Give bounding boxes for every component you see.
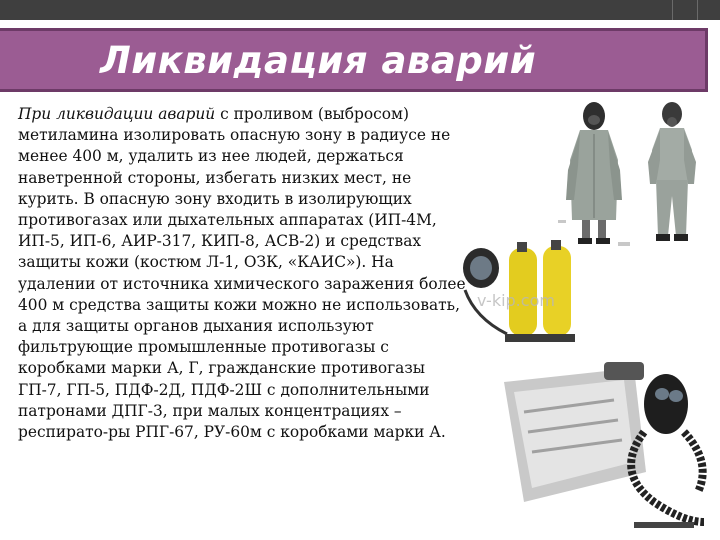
- watermark: v-kip.com: [477, 291, 555, 310]
- top-bar-segment: [672, 0, 698, 20]
- title-banner: [0, 28, 708, 92]
- respirator-apparatus-image: [484, 352, 718, 540]
- body-paragraph: [18, 104, 468, 443]
- slide-title: Ликвидация аварий: [100, 39, 537, 82]
- body-lead: При ликвидации аварий: [18, 105, 216, 123]
- top-bar: [0, 0, 720, 20]
- breathing-apparatus-image: [455, 238, 595, 356]
- protective-coat-image: [558, 100, 630, 248]
- body-text: с проливом (выбросом) метиламина изолировать опасную зону в радиусе не менее 400 м, удалить из нее людей, держаться наветренной стороны, избегать низких мест, не курить. В опасную зону входить в изолирующих противогазах или дыхательных аппаратах (ИП-4М, ИП-5, ИП-6, АИР-317, КИП-8, АСВ-2) и средствах защиты кожи (костюм Л-1, ОЗК, «КАИС»). На удалении от источника химического заражения более 400 м средства защиты кожи можно не использовать, а для защиты органов дыхания используют фильтрующие промышленные противогазы с коробками марки А, Г, гражданские противогазы ГП-7, ГП-5, ПДФ-2Д, ПДФ-2Ш с дополнительными патронами ДПГ-3, при малых концентрациях – респирато-ры РПГ-67, РУ-60м с коробками марки А.: [18, 105, 466, 442]
- protective-suit-image: [640, 100, 704, 246]
